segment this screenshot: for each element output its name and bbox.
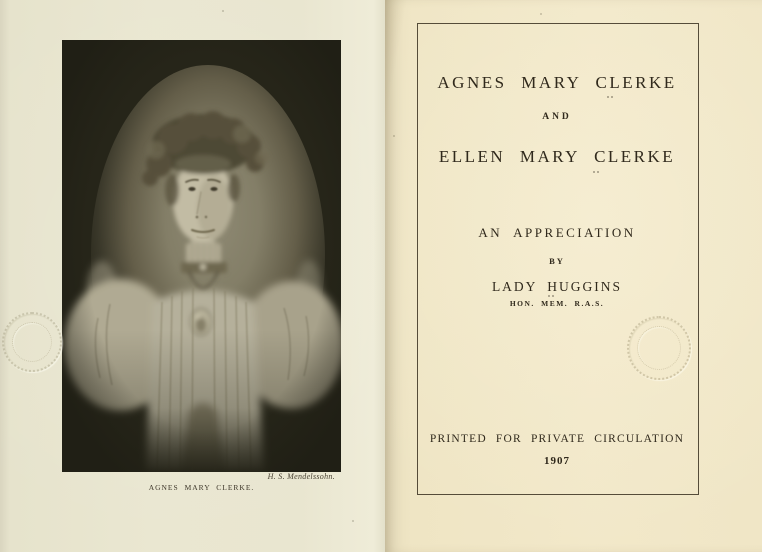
author-credentials: HON. MEM. R.A.S. — [509, 299, 605, 308]
print-speck — [393, 135, 395, 137]
portrait-photo — [62, 40, 341, 472]
title-line-1: AGNES MARY CLERKE — [437, 73, 677, 92]
embossed-library-stamp — [627, 316, 691, 380]
title-conjunction: AND — [542, 112, 572, 122]
embossed-library-stamp — [2, 312, 62, 372]
print-speck — [540, 13, 542, 15]
publication-year: 1907 — [544, 455, 570, 467]
subtitle: AN APPRECIATION — [478, 225, 636, 240]
photo-credit: H. S. Mendelssohn. — [267, 472, 335, 481]
print-mark — [607, 96, 609, 98]
title-line-2: ELLEN MARY CLERKE — [438, 147, 676, 166]
photo-caption: AGNES MARY CLERKE. — [148, 483, 255, 492]
author-name: LADY HUGGINS — [491, 279, 623, 294]
print-mark — [593, 171, 595, 173]
imprint-line: PRINTED FOR PRIVATE CIRCULATION — [429, 433, 685, 445]
print-speck — [352, 520, 354, 522]
by-label: BY — [549, 256, 565, 266]
title-page — [385, 0, 762, 552]
print-mark — [548, 295, 550, 297]
print-speck — [222, 10, 224, 12]
